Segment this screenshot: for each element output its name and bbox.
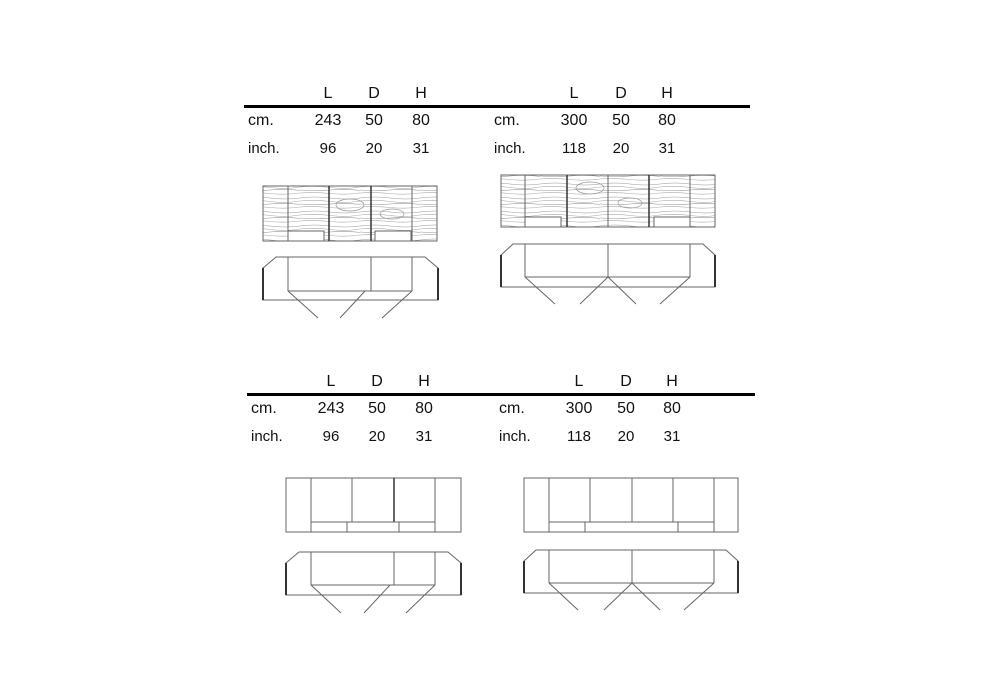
length-cm: 243	[317, 400, 345, 417]
depth-inch: 20	[365, 140, 383, 157]
plan-view-300-plain	[524, 550, 738, 610]
header-depth: D	[368, 85, 380, 102]
header-depth: D	[371, 373, 383, 390]
header-length: L	[326, 373, 336, 390]
length-inch: 96	[319, 140, 337, 157]
header-length: L	[323, 85, 333, 102]
unit-inch: inch.	[251, 428, 283, 445]
front-view-300-plain	[524, 478, 738, 532]
plan-view-243-plain	[286, 552, 461, 613]
plan-view-300-wood	[501, 244, 715, 304]
header-depth: D	[620, 373, 632, 390]
unit-inch: inch.	[248, 140, 280, 157]
header-height: H	[418, 373, 430, 390]
header-height: H	[661, 85, 673, 102]
height-cm: 80	[412, 112, 430, 129]
height-inch: 31	[412, 140, 430, 157]
length-inch: 96	[322, 428, 340, 445]
front-view-300-wood	[501, 175, 715, 227]
header-length: L	[569, 85, 579, 102]
unit-cm: cm.	[251, 400, 277, 417]
length-cm: 300	[565, 400, 593, 417]
unit-cm: cm.	[499, 400, 525, 417]
height-cm: 80	[415, 400, 433, 417]
depth-inch: 20	[612, 140, 630, 157]
height-inch: 31	[663, 428, 681, 445]
length-cm: 243	[314, 112, 342, 129]
header-height: H	[666, 373, 678, 390]
height-inch: 31	[658, 140, 676, 157]
front-view-243-wood	[263, 186, 437, 241]
height-cm: 80	[658, 112, 676, 129]
depth-cm: 50	[617, 400, 635, 417]
unit-inch: inch.	[499, 428, 531, 445]
length-inch: 118	[562, 140, 586, 157]
depth-cm: 50	[365, 112, 383, 129]
plan-view-243-wood	[263, 257, 438, 318]
header-depth: D	[615, 85, 627, 102]
header-height: H	[415, 85, 427, 102]
unit-cm: cm.	[248, 112, 274, 129]
depth-cm: 50	[368, 400, 386, 417]
unit-inch: inch.	[494, 140, 526, 157]
depth-inch: 20	[617, 428, 635, 445]
height-inch: 31	[415, 428, 433, 445]
length-inch: 118	[567, 428, 591, 445]
header-length: L	[574, 373, 584, 390]
unit-cm: cm.	[494, 112, 520, 129]
length-cm: 300	[560, 112, 588, 129]
front-view-243-plain	[286, 478, 461, 532]
height-cm: 80	[663, 400, 681, 417]
depth-inch: 20	[368, 428, 386, 445]
depth-cm: 50	[612, 112, 630, 129]
